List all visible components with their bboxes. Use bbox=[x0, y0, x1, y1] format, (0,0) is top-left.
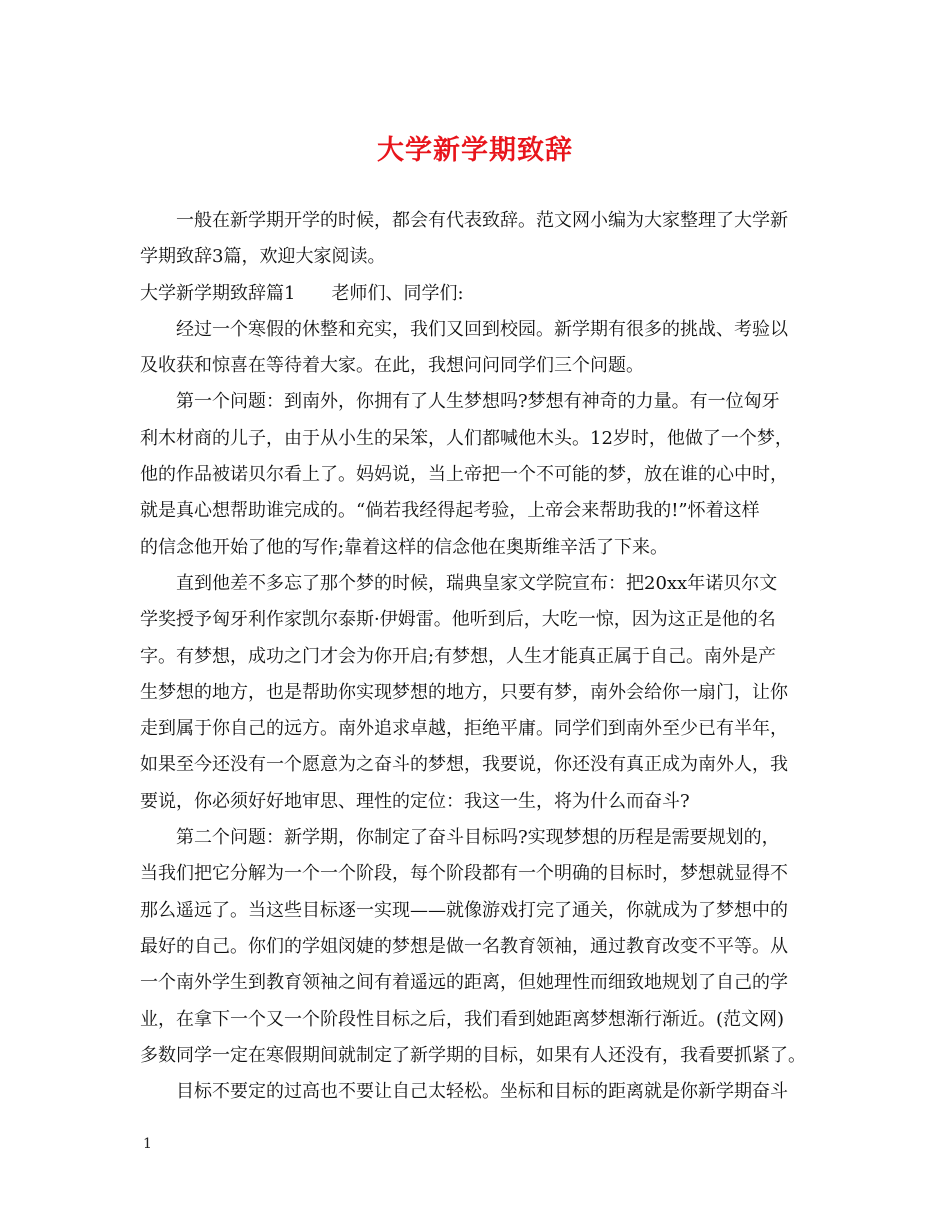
text-line: 那么遥远了。当这些目标逐一实现——就像游戏打完了通关，你就成为了梦想中的 bbox=[140, 899, 788, 921]
page-number: 1 bbox=[143, 1136, 152, 1152]
text-line: 一般在新学期开学的时候，都会有代表致辞。范文网小编为大家整理了大学新 bbox=[176, 210, 788, 231]
text-line: 目标不要定的过高也不要让自己太轻松。坐标和目标的距离就是你新学期奋斗 bbox=[176, 1081, 788, 1103]
text-line: 当我们把它分解为一个一个阶段，每个阶段都有一个明确的目标时，梦想就显得不 bbox=[140, 863, 788, 885]
text-line: 业，在拿下一个又一个阶段性目标之后，我们看到她距离梦想渐行渐近。(范文网) bbox=[140, 1008, 785, 1030]
text-line: 第二个问题：新学期，你制定了奋斗目标吗?实现梦想的历程是需要规划的， bbox=[176, 827, 780, 849]
text-line: 如果至今还没有一个愿意为之奋斗的梦想，我要说，你还没有真正成为南外人，我 bbox=[140, 754, 788, 776]
text-line: 及收获和惊喜在等待着大家。在此，我想问问同学们三个问题。 bbox=[140, 355, 644, 377]
text-line: 字。有梦想，成功之门才会为你开启;有梦想，人生才能真正属于自己。南外是产 bbox=[140, 645, 777, 667]
text-line: 多数同学一定在寒假期间就制定了新学期的目标，如果有人还没有，我看要抓紧了。 bbox=[140, 1044, 806, 1066]
text-line: 大学新学期致辞篇1 老师们、同学们: bbox=[140, 282, 464, 304]
text-line: 利木材商的儿子，由于从小生的呆笨，人们都喊他木头。12岁时，他做了一个梦， bbox=[140, 427, 793, 449]
text-line: 学期致辞3篇，欢迎大家阅读。 bbox=[140, 246, 386, 268]
text-line: 学奖授予匈牙利作家凯尔泰斯·伊姆雷。他听到后，大吃一惊，因为这正是他的名 bbox=[140, 609, 776, 631]
text-line: 最好的自己。你们的学姐闵婕的梦想是做一名教育领袖，通过教育改变不平等。从 bbox=[140, 935, 788, 957]
text-line: 生梦想的地方，也是帮助你实现梦想的地方，只要有梦，南外会给你一扇门，让你 bbox=[140, 681, 788, 703]
document-title: 大学新学期致辞 bbox=[377, 135, 573, 166]
document-body bbox=[140, 203, 820, 1110]
text-line: 要说，你必须好好地审思、理性的定位：我这一生，将为什么而奋斗? bbox=[140, 790, 690, 812]
text-line: 就是真心想帮助谁完成的。“倘若我经得起考验，上帝会来帮助我的!”怀着这样 bbox=[140, 500, 760, 522]
text-line: 一个南外学生到教育领袖之间有着遥远的距离，但她理性而细致地规划了自己的学 bbox=[140, 972, 788, 994]
text-line: 的信念他开始了他的写作;靠着这样的信念他在奥斯维辛活了下来。 bbox=[140, 536, 669, 558]
text-line: 走到属于你自己的远方。南外追求卓越，拒绝平庸。同学们到南外至少已有半年， bbox=[140, 718, 788, 740]
text-line: 他的作品被诺贝尔看上了。妈妈说，当上帝把一个不可能的梦，放在谁的心中时， bbox=[140, 464, 788, 486]
text-line: 第一个问题：到南外，你拥有了人生梦想吗?梦想有神奇的力量。有一位匈牙 bbox=[176, 391, 780, 413]
text-line: 经过一个寒假的休整和充实，我们又回到校园。新学期有很多的挑战、考验以 bbox=[176, 318, 788, 340]
text-line: 直到他差不多忘了那个梦的时候，瑞典皇家文学院宣布：把20xx年诺贝尔文 bbox=[176, 572, 778, 594]
